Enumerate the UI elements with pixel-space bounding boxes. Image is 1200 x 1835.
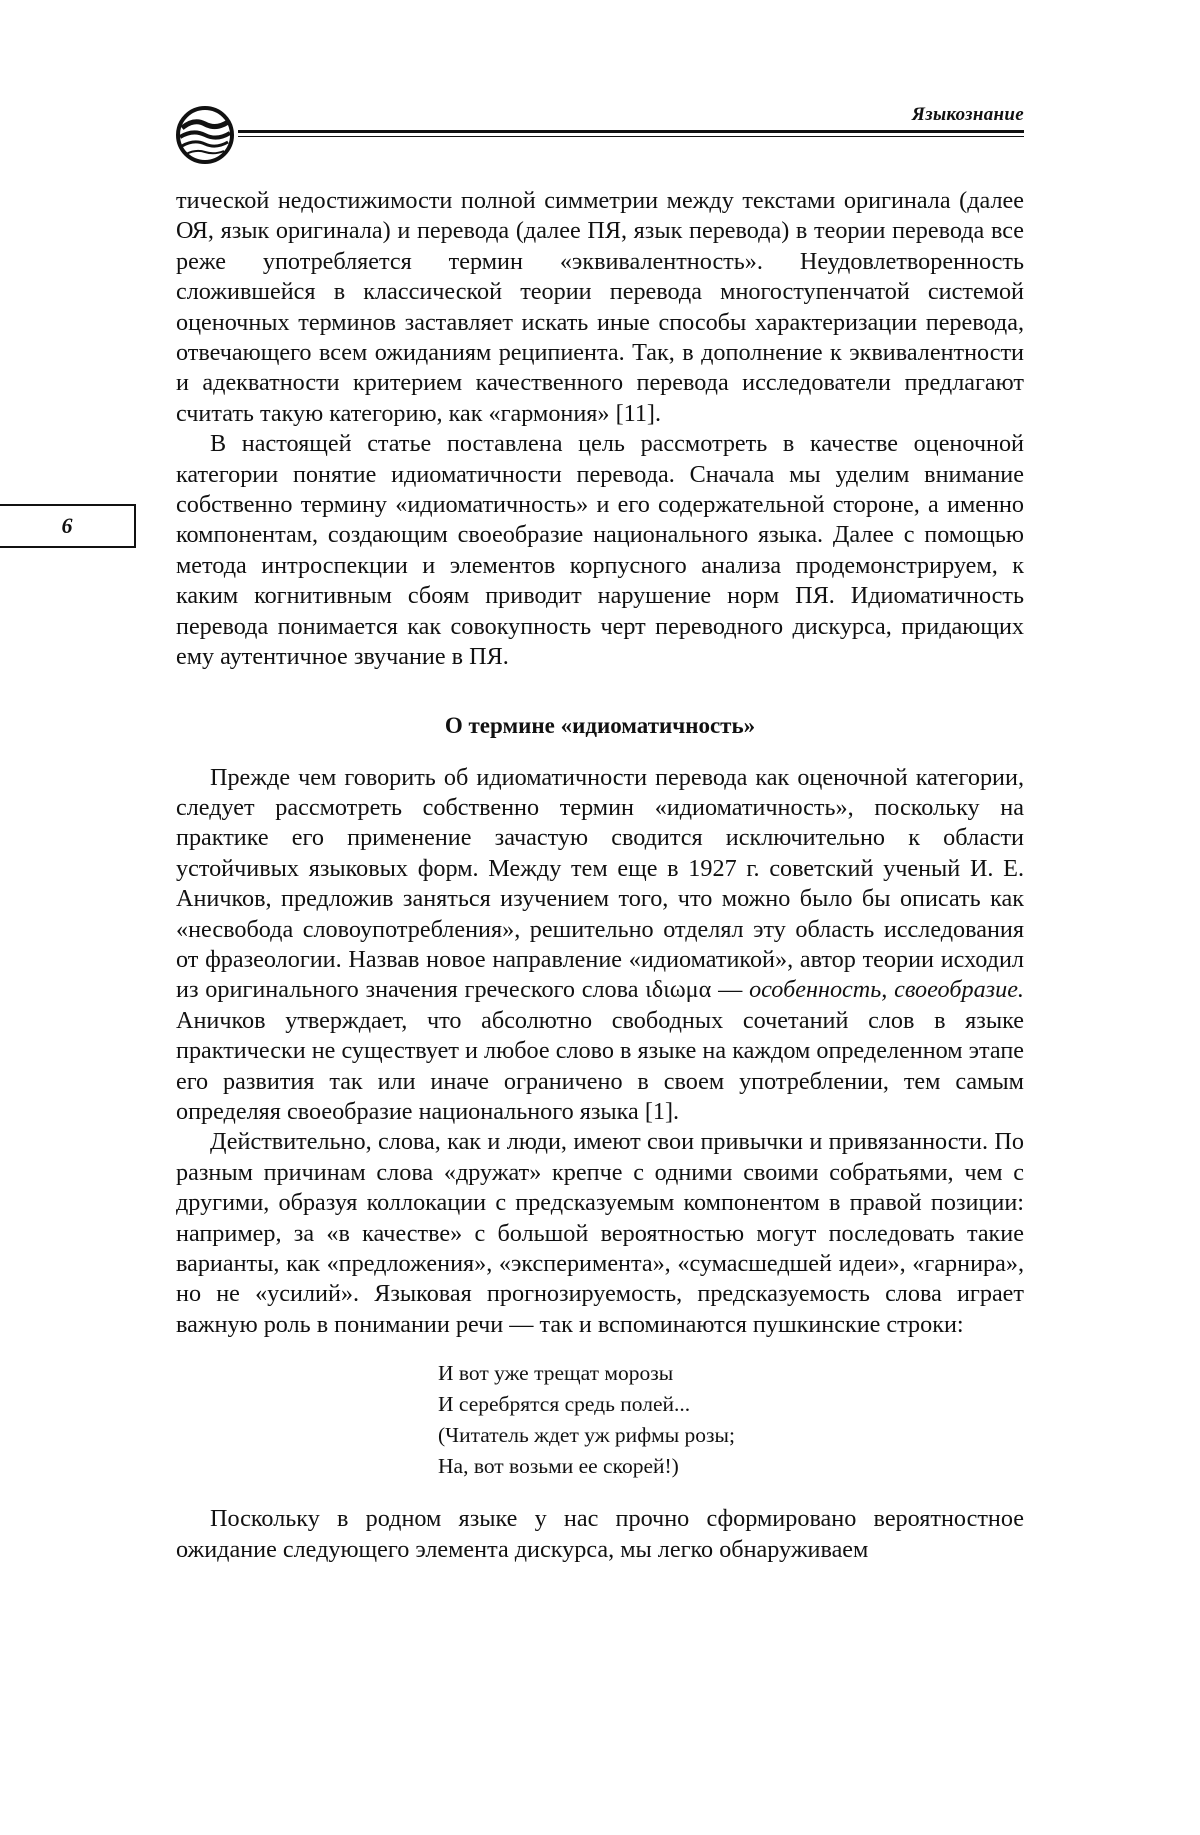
- paragraph-text: Аничков утверждает, что абсолютно свободных сочетаний слов в языке практически не существует и любое слово в языке на каждом определенном этапе его развития так или иначе ограничено в своем употреблении, тем самым определяя своеобразие национального языка [1].: [176, 1006, 1024, 1125]
- paragraph-intro: тической недостижимости полной симметрии между текстами оригинала (далее ОЯ, язык оригинала) и перевода (далее ПЯ, язык перевода) в теории перевода все реже употребляется термин «эквивалентность». Неудовлетворенность сложившейся в классической теории перевода многоступенчатой системой оценочных терминов заставляет искать иные способы характеризации перевода, отвечающего всем ожиданиям реципиента. Так, в дополнение к эквивалентности и адекватности критерием качественного перевода исследователи предлагают считать такую категорию, как «гармония» [11].: [176, 187, 1024, 427]
- paragraph-text: Прежде чем говорить об идиоматичности перевода как оценочной категории, следует рассмотреть собственно термин «идиоматичность», поскольку на практике его применение зачастую сводится исключительно к области устойчивых языковых форм. Между тем еще в 1927 г. советский ученый И. Е. Аничков, предложив заняться изучением того, что можно было бы описать как «несвобода словоупотребления», решительно отделял эту область исследования от фразеологии. Назвав новое направление «идиоматикой», автор теории исходил из оригинального значения греческого слова ιδιωμα —: [176, 763, 1024, 1004]
- header-rule: [238, 130, 1024, 133]
- article-body: [176, 186, 1024, 1565]
- poem-quote: [438, 1358, 1024, 1482]
- poem-line: На, вот возьми ее скорей!): [438, 1454, 679, 1479]
- poem-line: (Читатель ждет уж рифмы розы;: [438, 1423, 735, 1448]
- page-number: 6: [61, 513, 73, 538]
- poem-line: И серебрятся средь полей...: [438, 1392, 691, 1417]
- poem-line: И вот уже трещат морозы: [438, 1361, 674, 1386]
- paragraph-idiomaticity-term: [176, 763, 1024, 1128]
- page-number-box: [0, 504, 136, 548]
- header-rule-thin: [238, 136, 1024, 137]
- wave-globe-logo-icon: [174, 104, 236, 166]
- italic-gloss: особенность, своеобразие.: [749, 976, 1024, 1004]
- paragraph-collocations: Действительно, слова, как и люди, имеют свои привычки и привязанности. По разным причинам слова «дружат» крепче с одними своими собратьями, чем с другими, образуя коллокации с предсказуемым компонентом в правой позиции: например, за «в качестве» с большой вероятностью могут последовать такие варианты, как «предложения», «эксперимента», «сумасшедшей идеи», «гарнира», но не «усилий». Языковая прогнозируемость, предсказуемость слова играет важную роль в понимании речи — так и вспоминаются пушкинские строки:: [176, 1128, 1024, 1338]
- paragraph-expectation: Поскольку в родном языке у нас прочно сформировано вероятностное ожидание следующего элемента дискурса, мы легко обнаруживаем: [176, 1505, 1024, 1563]
- paragraph-goal: В настоящей статье поставлена цель рассмотреть в качестве оценочной категории понятие идиоматичности перевода. Сначала мы уделим внимание собственно термину «идиоматичность» и его содержательной стороне, а именно компонентам, создающим своеобразие национального языка. Далее с помощью метода интроспекции и элементов корпусного анализа продемонстрируем, к каким когнитивным сбоям приводит нарушение норм ПЯ. Идиоматичность перевода понимается как совокупность черт переводного дискурса, придающих ему аутентичное звучание в ПЯ.: [176, 430, 1024, 671]
- section-heading: О термине «идиоматичность»: [444, 712, 756, 738]
- running-title: Языкознание: [911, 104, 1024, 125]
